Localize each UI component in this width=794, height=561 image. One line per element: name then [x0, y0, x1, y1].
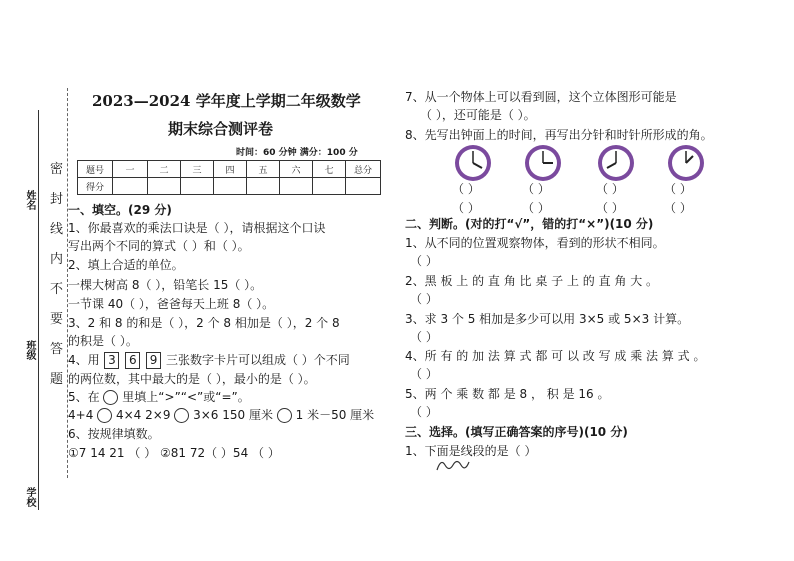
answer-blank[interactable]: （ ）	[410, 330, 438, 344]
question-line: 一棵大树高 8（ ），铅笔长 15（ ）。	[68, 278, 263, 292]
table-row-label: 得分	[78, 178, 113, 195]
class-label: 班级	[24, 340, 35, 360]
compare-expr: 3×6 150 厘米	[193, 408, 273, 422]
table-header-cell: 六	[280, 161, 313, 178]
question-line: 7、从一个物体上可以看到圆，这个立体图形可能是	[405, 90, 677, 104]
wave-line-icon	[436, 458, 470, 472]
seal-char: 密	[50, 162, 64, 177]
table-header-cell: 总分	[346, 161, 381, 178]
answer-blank[interactable]: （ ）	[596, 201, 624, 215]
judge-line: 1、从不同的位置观察物体，看到的形状不相同。	[405, 236, 665, 250]
section-2-title: 二、判断。(对的打“√”，错的打“×”)(10 分)	[405, 217, 654, 231]
answer-blank[interactable]: （ ）	[410, 367, 438, 381]
compare-expr: 4+4	[68, 408, 94, 422]
score-cell[interactable]	[113, 178, 148, 195]
binding-line	[38, 110, 39, 510]
question-line: 6、按规律填数。	[68, 427, 160, 441]
clock-face-icon	[596, 143, 636, 183]
question-line: 8、先写出钟面上的时间，再写出分针和时针所形成的角。	[405, 128, 713, 142]
section-3-title: 三、选择。(填写正确答案的序号)(10 分)	[405, 425, 628, 439]
compare-circle[interactable]	[103, 390, 118, 405]
question-line: 一节课 40（ ），爸爸每天上班 8（ ）。	[68, 297, 275, 311]
answer-blank[interactable]: （ ）	[410, 292, 438, 306]
school-label: 学校	[24, 487, 35, 507]
question-5-line	[68, 388, 250, 405]
number-card: 3	[104, 352, 119, 369]
page-subtitle: 期末综合测评卷	[168, 120, 274, 138]
answer-blank[interactable]: （ ）	[410, 405, 438, 419]
table-header-cell: 五	[247, 161, 280, 178]
answer-blank[interactable]: （ ）	[410, 254, 438, 268]
section-1-title: 一、填空。(29 分)	[68, 203, 172, 217]
table-header-cell: 四	[214, 161, 247, 178]
question-text: 4、用	[68, 353, 100, 367]
answer-blank[interactable]: （ ）	[522, 201, 550, 215]
score-cell[interactable]	[214, 178, 247, 195]
seal-char: 不	[50, 282, 64, 297]
question-line: 的两位数，其中最大的是（ ），最小的是（ ）。	[68, 372, 316, 386]
question-line: （ ），还可能是（ ）。	[420, 108, 536, 122]
choice-line: 1、下面是线段的是（ ）	[405, 444, 537, 458]
seal-char: 封	[50, 192, 64, 207]
clock-face-icon	[666, 143, 706, 183]
number-card: 6	[125, 352, 140, 369]
judge-line: 5、两 个 乘 数 都 是 8 ， 积 是 16 。	[405, 387, 610, 401]
question-line: 1、你最喜欢的乘法口诀是（ ），请根据这个口诀	[68, 221, 326, 235]
score-cell[interactable]	[346, 178, 381, 195]
score-cell[interactable]	[280, 178, 313, 195]
seal-char: 线	[50, 222, 64, 237]
clock-face-icon	[523, 143, 563, 183]
compare-circle[interactable]	[97, 408, 112, 423]
question-4-line	[68, 351, 350, 369]
seal-char: 内	[50, 252, 64, 267]
score-cell[interactable]	[313, 178, 346, 195]
answer-blank[interactable]: （ ）	[522, 182, 550, 196]
compare-expr: 4×4 2×9	[115, 408, 171, 422]
exam-meta: 时间：60 分钟 满分：100 分	[236, 148, 358, 158]
number-card: 9	[146, 352, 161, 369]
score-table	[77, 160, 381, 195]
score-cell[interactable]	[181, 178, 214, 195]
question-line: ①7 14 21 （ ） ②81 72（ ）54 （ ）	[68, 446, 280, 460]
answer-blank[interactable]: （ ）	[596, 182, 624, 196]
question-text: 三张数字卡片可以组成（ ）个不同	[165, 353, 350, 367]
judge-line: 3、求 3 个 5 相加是多少可以用 3×5 或 5×3 计算。	[405, 312, 690, 326]
answer-blank[interactable]: （ ）	[664, 182, 692, 196]
question-line: 3、2 和 8 的和是（ ），2 个 8 相加是（ ），2 个 8	[68, 316, 340, 330]
seal-char: 答	[50, 342, 64, 357]
page-title: 2023—2024 学年度上学期二年级数学	[92, 92, 361, 110]
question-text: 里填上“>”“<”或“=”。	[122, 390, 250, 404]
question-text: 5、在	[68, 390, 100, 404]
table-header-cell: 二	[148, 161, 181, 178]
score-cell[interactable]	[247, 178, 280, 195]
clock-face-icon	[453, 143, 493, 183]
judge-line: 2、黑 板 上 的 直 角 比 桌 子 上 的 直 角 大 。	[405, 274, 659, 288]
answer-blank[interactable]: （ ）	[452, 182, 480, 196]
table-header-cell: 题号	[78, 161, 113, 178]
table-header-cell: 一	[113, 161, 148, 178]
table-header-cell: 三	[181, 161, 214, 178]
name-label: 姓名	[24, 190, 35, 210]
compare-expr: 1 米－50 厘米	[295, 408, 375, 422]
compare-line	[68, 406, 374, 423]
answer-blank[interactable]: （ ）	[664, 201, 692, 215]
judge-line: 4、所 有 的 加 法 算 式 都 可 以 改 写 成 乘 法 算 式 。	[405, 349, 706, 363]
question-line: 写出两个不同的算式（ ）和（ ）。	[68, 239, 250, 253]
seal-char: 要	[50, 312, 64, 327]
question-line: 2、填上合适的单位。	[68, 258, 184, 272]
table-header-cell: 七	[313, 161, 346, 178]
compare-circle[interactable]	[277, 408, 292, 423]
compare-circle[interactable]	[174, 408, 189, 423]
question-line: 的积是（ ）。	[68, 334, 138, 348]
seal-char: 题	[50, 372, 64, 387]
answer-blank[interactable]: （ ）	[452, 201, 480, 215]
score-cell[interactable]	[148, 178, 181, 195]
